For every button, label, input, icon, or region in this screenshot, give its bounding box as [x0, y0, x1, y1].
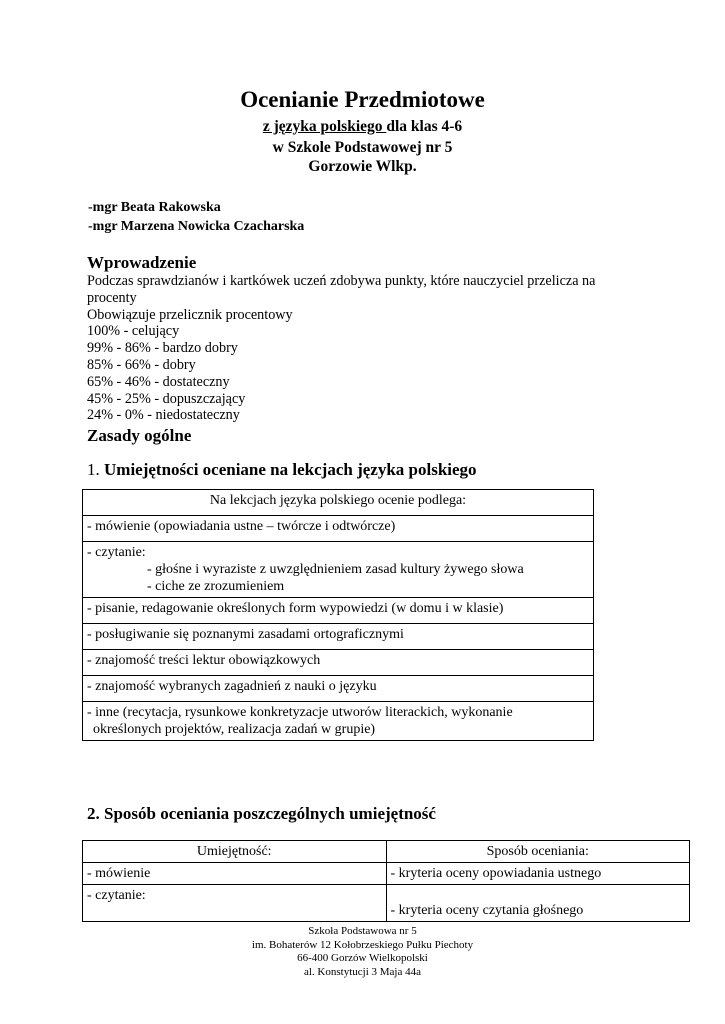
table-row [83, 702, 594, 741]
subject-underlined: z języka polskiego [262, 118, 387, 135]
column-header: Umiejętność: [83, 841, 387, 863]
intro-line: procenty [87, 289, 137, 306]
footer-line: 66-400 Gorzów Wielkopolski [297, 952, 428, 964]
section1-heading [87, 460, 477, 480]
grade-scale-line: 65% - 46% - dostateczny [87, 373, 230, 390]
table-row: - posługiwanie się poznanymi zasadami ortograficznymi [83, 624, 594, 650]
section2-heading: 2. Sposób oceniania poszczególnych umiejętność [87, 804, 436, 823]
school-name: w Szkole Podstawowej nr 5 [272, 139, 453, 156]
table-row: - pisanie, redagowanie określonych form wypowiedzi (w domu i w klasie) [83, 598, 594, 624]
intro-line: Podczas sprawdzianów i kartkówek uczeń zdobywa punkty, które nauczyciel przelicza na [87, 273, 596, 289]
reading-label: - czytanie: [87, 545, 146, 560]
page-footer [0, 925, 725, 979]
footer-line: im. Bohaterów 12 Kołobrzeskiego Pułku Piechoty [251, 938, 474, 951]
other-line: określonych projektów, realizacja zadań w grupie) [93, 722, 376, 737]
table-row: - znajomość treści lektur obowiązkowych [83, 650, 594, 676]
table-row: - mówienie (opowiadania ustne – twórcze i odtwórcze) [83, 516, 594, 542]
footer-line: Szkoła Podstawowa nr 5 [308, 925, 417, 937]
table-row: - znajomość wybranych zagadnień z nauki o języku [83, 676, 594, 702]
grade-scale-line: 100% - celujący [87, 323, 180, 340]
grade-scale-line: 99% - 86% - bardzo dobry [87, 340, 238, 357]
table-cell: - kryteria oceny czytania głośnego [386, 885, 690, 922]
column-header: Sposób oceniania: [386, 841, 690, 863]
table-cell: - kryteria oceny opowiadania ustnego [386, 863, 690, 885]
grade-scale-line: 45% - 25% - dopuszczający [87, 390, 246, 407]
assessment-table [82, 840, 690, 922]
table-cell: - czytanie: [83, 885, 387, 922]
reading-sub-item: - głośne i wyraziste z uwzględnieniem zasad kultury żywego słowa [147, 562, 524, 577]
grade-scale-line: 85% - 66% - dobry [87, 356, 196, 373]
subject-rest: dla klas 4-6 [386, 118, 463, 135]
document-title: Ocenianie Przedmiotowe [240, 87, 485, 112]
intro-line: Obowiązuje przelicznik procentowy [87, 306, 293, 323]
other-line: - inne (recytacja, rysunkowe konkretyzacje utworów literackich, wykonanie [87, 705, 513, 720]
city-name: Gorzowie Wlkp. [308, 158, 417, 175]
grade-scale-line: 24% - 0% - niedostateczny [87, 407, 240, 424]
reading-sub-item: - ciche ze zrozumieniem [147, 579, 285, 594]
skills-table-header: Na lekcjach języka polskiego ocenie podlega: [83, 490, 594, 516]
author-1: -mgr Beata Rakowska [88, 200, 221, 215]
table-cell: - mówienie [83, 863, 387, 885]
section1-title: Umiejętności oceniane na lekcjach języka polskiego [104, 460, 477, 479]
rules-heading: Zasady ogólne [87, 426, 192, 445]
footer-line: al. Konstytucji 3 Maja 44a [303, 965, 421, 978]
skills-table [82, 489, 594, 741]
intro-heading: Wprowadzenie [87, 253, 197, 272]
section1-number: 1. [87, 460, 104, 479]
intro-text [87, 273, 627, 424]
author-2: -mgr Marzena Nowicka Czacharska [88, 219, 305, 234]
table-row [83, 542, 594, 598]
subject-line [0, 118, 725, 136]
